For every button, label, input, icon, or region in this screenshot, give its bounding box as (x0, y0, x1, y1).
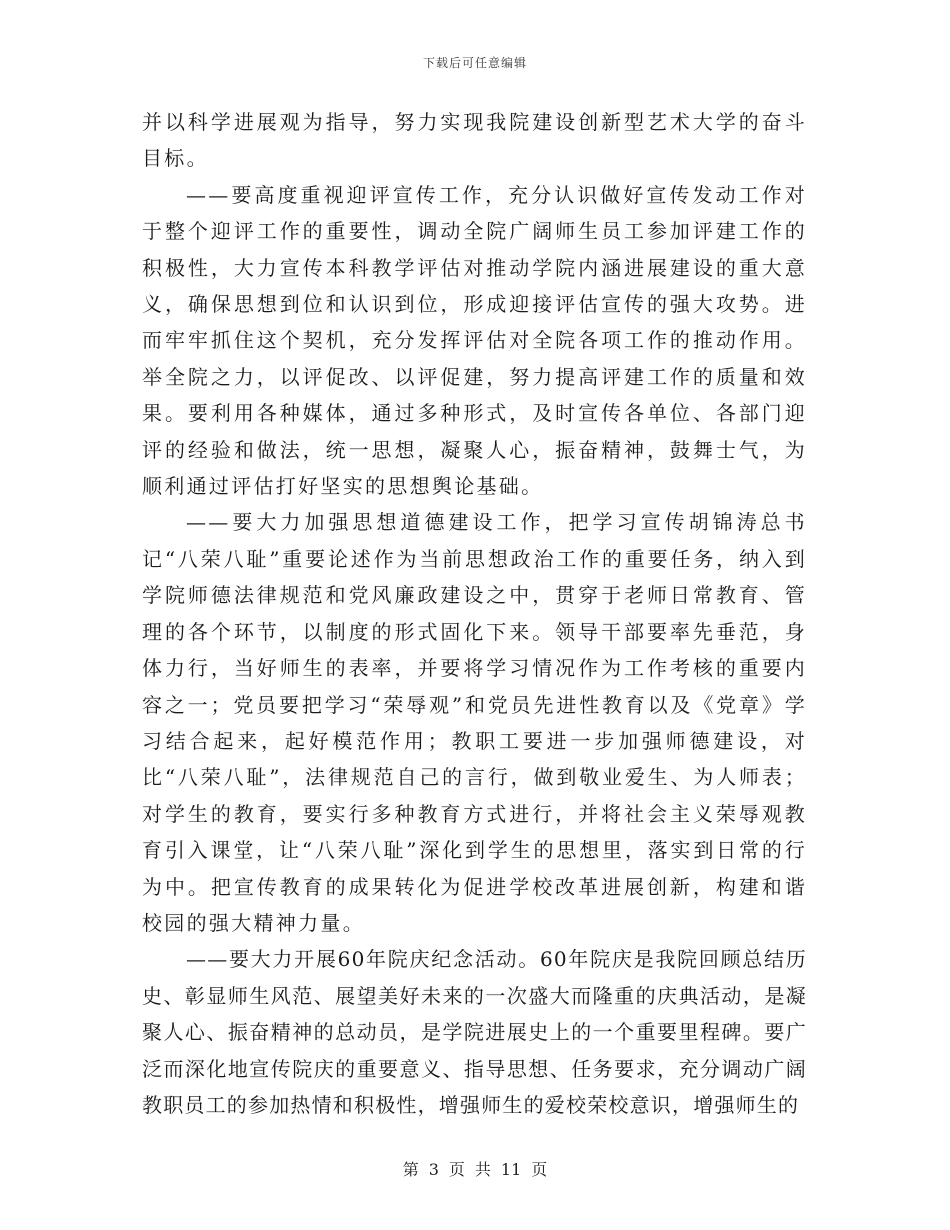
page-number: 3 (428, 1160, 439, 1179)
document-body (142, 104, 807, 1123)
footer-ye-2: 页 (531, 1160, 548, 1179)
page-header: 下载后可任意编辑 (422, 56, 527, 70)
page-footer (0, 1157, 950, 1180)
page-total: 11 (500, 1160, 522, 1179)
footer-gong: 共 (474, 1160, 491, 1179)
paragraph-anniversary: ——要大力开展60年院庆纪念活动。60年院庆是我院回顾总结历史、彰显师生风范、展望美好未来的一次盛大而隆重的庆典活动，是凝聚人心、振奋精神的总动员，是学院进展史上的一个重要里程碑。要广泛而深化地宣传院庆的重要意义、指导思想、任务要求，充分调动广阔教职员工的参加热情和积极性，增强师生的爱校荣校意识，增强师生的 (142, 947, 807, 1117)
paragraph-continuation: 并以科学进展观为指导，努力实现我院建设创新型艺术大学的奋斗目标。 (142, 110, 807, 171)
paragraph-publicity: ——要高度重视迎评宣传工作，充分认识做好宣传发动工作对于整个迎评工作的重要性，调动全院广阔师生员工参加评建工作的积极性，大力宣传本科教学评估对推动学院内涵进展建设的重大意义，确保思想到位和认识到位，形成迎接评估宣传的强大攻势。进而牢牢抓住这个契机，充分发挥评估对全院各项工作的推动作用。举全院之力，以评促改、以评促建，努力提高评建工作的质量和效果。要利用各种媒体，通过多种形式，及时宣传各单位、各部门迎评的经验和做法，统一思想，凝聚人心，振奋精神，鼓舞士气，为顺利通过评估打好坚实的思想舆论基础。 (142, 182, 807, 499)
paragraph-moral-education: ——要大力加强思想道德建设工作，把学习宣传胡锦涛总书记“八荣八耻”重要论述作为当前思想政治工作的重要任务，纳入到学院师德法律规范和党风廉政建设之中，贯穿于老师日常教育、管理的各个环节，以制度的形式固化下来。领导干部要率先垂范，身体力行，当好师生的表率，并要将学习情况作为工作考核的重要内容之一；党员要把学习“荣辱观”和党员先进性教育以及《党章》学习结合起来，起好模范作用；教职工要进一步加强师德建设，对比“八荣八耻”，法律规范自己的言行，做到敬业爱生、为人师表；对学生的教育，要实行多种教育方式进行，并将社会主义荣辱观教育引入课堂，让“八荣八耻”深化到学生的思想里，落实到日常的行为中。把宣传教育的成果转化为促进学校改革进展创新，构建和谐校园的强大精神力量。 (142, 510, 807, 935)
footer-di: 第 (402, 1160, 419, 1179)
footer-ye: 页 (448, 1160, 465, 1179)
